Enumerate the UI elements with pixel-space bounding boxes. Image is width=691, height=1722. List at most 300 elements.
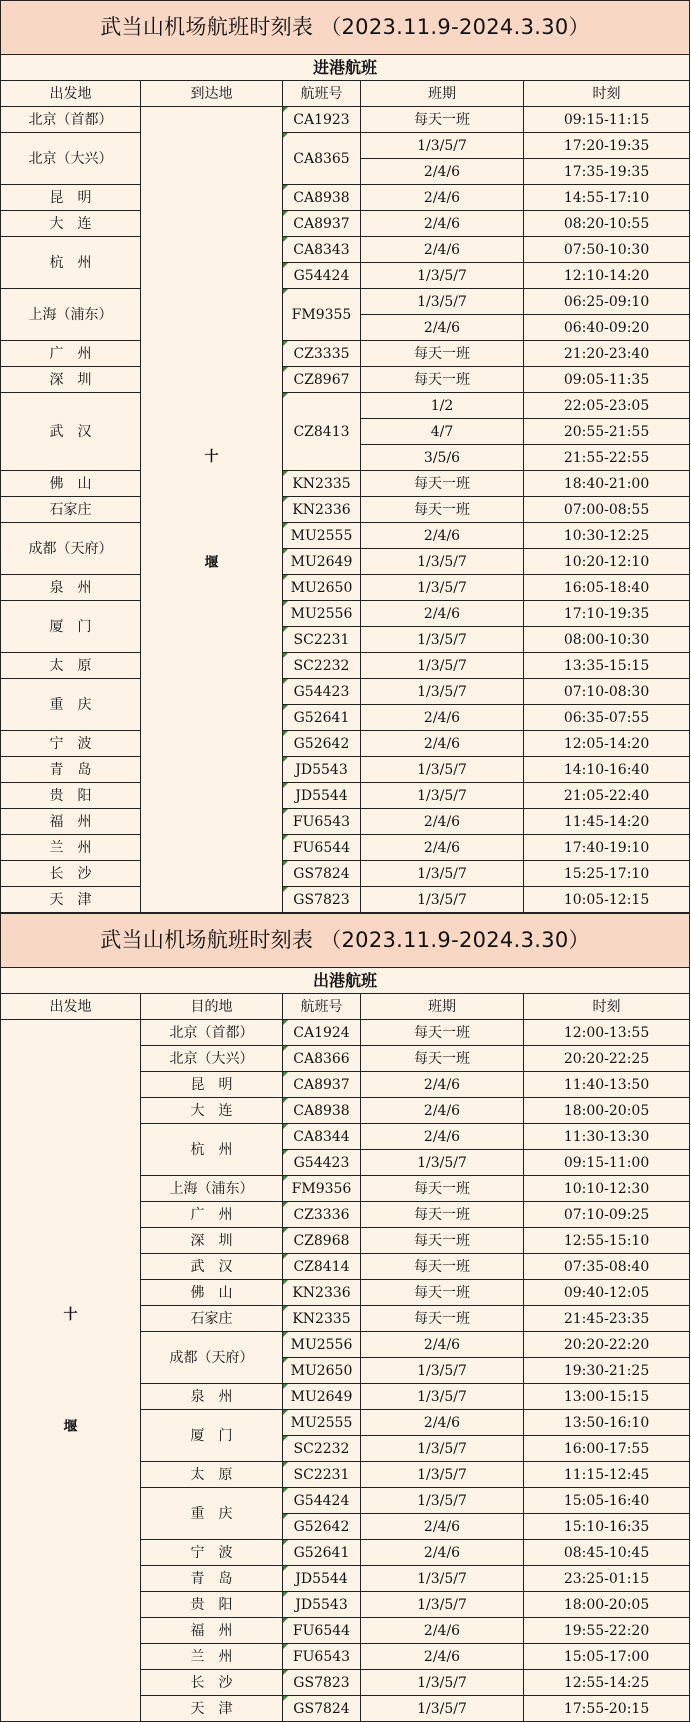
flight-number: JD5544 <box>295 1570 348 1587</box>
time-cell: 11:30-13:30 <box>524 1124 690 1150</box>
table-row <box>1 393 690 419</box>
schedule-cell: 2/4/6 <box>361 1644 524 1670</box>
corner-marker <box>283 393 288 398</box>
table-row <box>1 1020 690 1046</box>
flight-number-cell <box>283 341 361 367</box>
time-cell: 10:30-12:25 <box>524 523 690 549</box>
city-cell: 武 汉 <box>141 1254 283 1280</box>
time-cell: 08:45-10:45 <box>524 1540 690 1566</box>
corner-marker <box>283 653 288 658</box>
corner-marker <box>283 237 288 242</box>
schedule-cell: 2/4/6 <box>361 731 524 757</box>
time-cell: 17:10-19:35 <box>524 601 690 627</box>
time-cell: 21:05-22:40 <box>524 783 690 809</box>
schedule-cell: 2/4/6 <box>361 1540 524 1566</box>
time-cell: 13:50-16:10 <box>524 1410 690 1436</box>
header-schedule: 班期 <box>361 81 524 107</box>
flight-number: G52641 <box>293 709 350 726</box>
time-cell: 20:20-22:20 <box>524 1332 690 1358</box>
time-cell: 06:25-09:10 <box>524 289 690 315</box>
flight-number: FM9355 <box>291 306 352 323</box>
flight-number-cell <box>283 393 361 471</box>
corner-marker <box>283 185 288 190</box>
time-cell: 07:50-10:30 <box>524 237 690 263</box>
flight-number: G54423 <box>293 1154 350 1171</box>
city-cell: 青 岛 <box>1 757 141 783</box>
schedule-cell: 1/3/5/7 <box>361 1488 524 1514</box>
corner-marker <box>283 1176 288 1181</box>
departures-table <box>0 913 690 1722</box>
shiyan-char: 十 <box>204 448 219 465</box>
time-cell: 21:20-23:40 <box>524 341 690 367</box>
flight-number-cell <box>283 1644 361 1670</box>
shiyan-cell <box>141 107 283 913</box>
flight-number: CA1923 <box>293 111 350 128</box>
schedule-cell: 每天一班 <box>361 1020 524 1046</box>
city-cell: 广 州 <box>1 341 141 367</box>
table-row <box>1 289 690 315</box>
time-cell: 09:15-11:00 <box>524 1150 690 1176</box>
flight-number: SC2231 <box>293 1466 350 1483</box>
time-cell: 09:15-11:15 <box>524 107 690 133</box>
flight-number: JD5543 <box>295 1596 348 1613</box>
schedule-cell: 1/3/5/7 <box>361 1592 524 1618</box>
shiyan-char: 十 <box>63 1306 78 1323</box>
schedule-cell: 1/3/5/7 <box>361 1462 524 1488</box>
flight-number-cell <box>283 1696 361 1722</box>
corner-marker <box>283 757 288 762</box>
corner-marker <box>283 107 288 112</box>
schedule-cell: 2/4/6 <box>361 1410 524 1436</box>
corner-marker <box>283 1540 288 1545</box>
flight-number: CA8344 <box>293 1128 350 1145</box>
schedule-cell: 每天一班 <box>361 1254 524 1280</box>
corner-marker <box>283 1020 288 1025</box>
flight-number: CZ3335 <box>293 345 350 362</box>
schedule-cell: 2/4/6 <box>361 1332 524 1358</box>
flight-number-cell <box>283 1540 361 1566</box>
corner-marker <box>283 1280 288 1285</box>
schedule-cell: 1/3/5/7 <box>361 1358 524 1384</box>
flight-number: G52642 <box>293 1518 350 1535</box>
flight-number: G52641 <box>293 1544 350 1561</box>
departures-header-row <box>1 994 690 1020</box>
flight-number: G52642 <box>293 735 350 752</box>
corner-marker <box>283 1358 288 1363</box>
flight-number: MU2650 <box>290 1362 353 1379</box>
schedule-cell: 每天一班 <box>361 107 524 133</box>
corner-marker <box>283 601 288 606</box>
city-cell: 杭 州 <box>1 237 141 289</box>
arrivals-header-row <box>1 81 690 107</box>
time-cell: 15:05-16:40 <box>524 1488 690 1514</box>
city-cell: 广 州 <box>141 1202 283 1228</box>
flight-number: CZ8413 <box>293 423 350 440</box>
corner-marker <box>283 1462 288 1467</box>
corner-marker <box>283 861 288 866</box>
time-cell: 15:10-16:35 <box>524 1514 690 1540</box>
flight-number-cell <box>283 1488 361 1514</box>
flight-number-cell <box>283 263 361 289</box>
arrivals-title: 武当山机场航班时刻表 （2023.11.9-2024.3.30） <box>1 1 690 55</box>
corner-marker <box>283 1254 288 1259</box>
flight-number-cell <box>283 575 361 601</box>
corner-marker <box>283 1072 288 1077</box>
time-cell: 14:55-17:10 <box>524 185 690 211</box>
flight-number: KN2335 <box>292 1310 351 1327</box>
corner-marker <box>283 1306 288 1311</box>
time-cell: 10:10-12:30 <box>524 1176 690 1202</box>
flight-number: MU2649 <box>290 553 353 570</box>
city-cell: 北京（首都） <box>1 107 141 133</box>
flight-number: FU6544 <box>292 1622 351 1639</box>
time-cell: 07:10-08:30 <box>524 679 690 705</box>
schedule-cell: 1/3/5/7 <box>361 861 524 887</box>
schedule-cell: 1/3/5/7 <box>361 1566 524 1592</box>
time-cell: 19:55-22:20 <box>524 1618 690 1644</box>
corner-marker <box>283 1696 288 1701</box>
schedule-cell: 每天一班 <box>361 1280 524 1306</box>
corner-marker <box>283 1618 288 1623</box>
table-row <box>1 887 690 913</box>
time-cell: 14:10-16:40 <box>524 757 690 783</box>
table-row <box>1 107 690 133</box>
flight-number-cell <box>283 497 361 523</box>
schedule-cell: 4/7 <box>361 419 524 445</box>
schedule-cell: 1/3/5/7 <box>361 133 524 159</box>
flight-number: MU2650 <box>290 579 353 596</box>
city-cell: 厦 门 <box>141 1410 283 1462</box>
time-cell: 12:05-14:20 <box>524 731 690 757</box>
flight-number-cell <box>283 107 361 133</box>
flight-number-cell <box>283 211 361 237</box>
flight-number-cell <box>283 679 361 705</box>
time-cell: 12:55-14:25 <box>524 1670 690 1696</box>
flight-number-cell <box>283 1020 361 1046</box>
schedule-cell: 每天一班 <box>361 1046 524 1072</box>
time-cell: 11:45-14:20 <box>524 809 690 835</box>
schedule-cell: 1/3/5/7 <box>361 653 524 679</box>
schedule-cell: 2/4/6 <box>361 809 524 835</box>
time-cell: 17:55-20:15 <box>524 1696 690 1722</box>
schedule-cell: 1/3/5/7 <box>361 627 524 653</box>
flight-number-cell <box>283 1670 361 1696</box>
header-flight: 航班号 <box>283 81 361 107</box>
flight-number: MU2556 <box>290 605 353 622</box>
corner-marker <box>283 1410 288 1415</box>
flight-number: CA8938 <box>293 189 350 206</box>
schedule-cell: 2/4/6 <box>361 835 524 861</box>
city-cell: 太 原 <box>141 1462 283 1488</box>
city-cell: 天 津 <box>1 887 141 913</box>
corner-marker <box>283 497 288 502</box>
corner-marker <box>283 1046 288 1051</box>
corner-marker <box>283 1670 288 1675</box>
corner-marker <box>283 1202 288 1207</box>
table-row <box>1 809 690 835</box>
table-row <box>1 523 690 549</box>
table-row <box>1 237 690 263</box>
schedule-cell: 1/3/5/7 <box>361 263 524 289</box>
flight-number-cell <box>283 237 361 263</box>
corner-marker <box>283 471 288 476</box>
shiyan-char: 堰 <box>63 1418 78 1435</box>
corner-marker <box>283 783 288 788</box>
flight-number-cell <box>283 1410 361 1436</box>
schedule-cell: 2/4/6 <box>361 1514 524 1540</box>
schedule-cell: 2/4/6 <box>361 315 524 341</box>
header-origin: 出发地 <box>1 81 141 107</box>
corner-marker <box>283 705 288 710</box>
table-row <box>1 367 690 393</box>
flight-number-cell <box>283 627 361 653</box>
city-cell: 贵 阳 <box>1 783 141 809</box>
corner-marker <box>283 1098 288 1103</box>
corner-marker <box>283 835 288 840</box>
corner-marker <box>283 1644 288 1649</box>
flight-number: CA8366 <box>293 1050 350 1067</box>
schedule-cell: 1/3/5/7 <box>361 575 524 601</box>
flight-number-cell <box>283 653 361 679</box>
schedule-cell: 2/4/6 <box>361 1124 524 1150</box>
schedule-cell: 2/4/6 <box>361 211 524 237</box>
time-cell: 17:40-19:10 <box>524 835 690 861</box>
time-cell: 07:35-08:40 <box>524 1254 690 1280</box>
city-cell: 贵 阳 <box>141 1592 283 1618</box>
table-row <box>1 783 690 809</box>
corner-marker <box>283 1436 288 1441</box>
header-flight: 航班号 <box>283 994 361 1020</box>
flight-number-cell <box>283 185 361 211</box>
city-cell: 宁 波 <box>1 731 141 757</box>
schedule-cell: 2/4/6 <box>361 1072 524 1098</box>
schedule-cell: 1/3/5/7 <box>361 783 524 809</box>
city-cell: 北京（首都） <box>141 1020 283 1046</box>
flight-number: G54423 <box>293 683 350 700</box>
flight-number-cell <box>283 1358 361 1384</box>
time-cell: 10:05-12:15 <box>524 887 690 913</box>
schedule-cell: 1/3/5/7 <box>361 549 524 575</box>
corner-marker <box>283 1228 288 1233</box>
corner-marker <box>283 1488 288 1493</box>
flight-number-cell <box>283 1098 361 1124</box>
flight-number-cell <box>283 1514 361 1540</box>
flight-number: FU6544 <box>292 839 351 856</box>
flight-number-cell <box>283 809 361 835</box>
city-cell: 大 连 <box>1 211 141 237</box>
city-cell: 佛 山 <box>141 1280 283 1306</box>
flight-number: MU2555 <box>290 1414 353 1431</box>
time-cell: 06:35-07:55 <box>524 705 690 731</box>
flight-number: FM9356 <box>291 1180 352 1197</box>
schedule-cell: 1/2 <box>361 393 524 419</box>
flight-number-cell <box>283 1176 361 1202</box>
time-cell: 15:05-17:00 <box>524 1644 690 1670</box>
city-cell: 兰 州 <box>1 835 141 861</box>
flight-number-cell <box>283 887 361 913</box>
time-cell: 17:20-19:35 <box>524 133 690 159</box>
flight-number: G54424 <box>293 267 350 284</box>
schedule-cell: 每天一班 <box>361 341 524 367</box>
flight-number: MU2649 <box>290 1388 353 1405</box>
time-cell: 11:15-12:45 <box>524 1462 690 1488</box>
table-row <box>1 731 690 757</box>
schedule-cell: 1/3/5/7 <box>361 1696 524 1722</box>
time-cell: 20:20-22:25 <box>524 1046 690 1072</box>
departures-table-body <box>1 914 690 1722</box>
city-cell: 天 津 <box>141 1696 283 1722</box>
flight-number-cell <box>283 1618 361 1644</box>
flight-number-cell <box>283 835 361 861</box>
city-cell: 上海（浦东） <box>141 1176 283 1202</box>
schedule-cell: 1/3/5/7 <box>361 1384 524 1410</box>
table-row <box>1 185 690 211</box>
corner-marker <box>283 809 288 814</box>
header-schedule: 班期 <box>361 994 524 1020</box>
time-cell: 16:05-18:40 <box>524 575 690 601</box>
time-cell: 17:35-19:35 <box>524 159 690 185</box>
flight-number-cell <box>283 133 361 185</box>
flight-number-cell <box>283 1254 361 1280</box>
city-cell: 长 沙 <box>1 861 141 887</box>
flight-number-cell <box>283 1072 361 1098</box>
table-row <box>1 575 690 601</box>
flight-number-cell <box>283 1592 361 1618</box>
time-cell: 18:00-20:05 <box>524 1592 690 1618</box>
time-cell: 21:45-23:35 <box>524 1306 690 1332</box>
time-cell: 13:35-15:15 <box>524 653 690 679</box>
flight-number-cell <box>283 523 361 549</box>
city-cell: 重 庆 <box>141 1488 283 1540</box>
city-cell: 北京（大兴） <box>141 1046 283 1072</box>
flight-number: SC2232 <box>293 657 350 674</box>
arrivals-table-body <box>1 1 690 913</box>
flight-number-cell <box>283 783 361 809</box>
flight-number-cell <box>283 289 361 341</box>
schedule-cell: 1/3/5/7 <box>361 1150 524 1176</box>
corner-marker <box>283 1332 288 1337</box>
flight-number-cell <box>283 1332 361 1358</box>
flight-number: CA8343 <box>293 241 350 258</box>
flight-number: CZ8968 <box>293 1232 350 1249</box>
flight-number: G54424 <box>293 1492 350 1509</box>
table-row <box>1 341 690 367</box>
schedule-cell: 每天一班 <box>361 471 524 497</box>
city-cell: 成都（天府） <box>1 523 141 575</box>
flight-number-cell <box>283 861 361 887</box>
header-time: 时刻 <box>524 994 690 1020</box>
flight-number: GS7823 <box>293 1674 350 1691</box>
flight-number: GS7824 <box>293 1700 350 1717</box>
flight-number: JD5543 <box>295 761 348 778</box>
flight-number: FU6543 <box>292 813 351 830</box>
time-cell: 18:40-21:00 <box>524 471 690 497</box>
time-cell: 10:20-12:10 <box>524 549 690 575</box>
flight-number: MU2556 <box>290 1336 353 1353</box>
flight-number-cell <box>283 1202 361 1228</box>
city-cell: 深 圳 <box>1 367 141 393</box>
flight-number: KN2336 <box>292 501 351 518</box>
flight-number-cell <box>283 1566 361 1592</box>
schedule-cell: 2/4/6 <box>361 1098 524 1124</box>
city-cell: 福 州 <box>1 809 141 835</box>
city-cell: 成都（天府） <box>141 1332 283 1384</box>
corner-marker <box>283 523 288 528</box>
corner-marker <box>283 1566 288 1571</box>
flight-number-cell <box>283 601 361 627</box>
flight-number: JD5544 <box>295 787 348 804</box>
schedule-cell: 1/3/5/7 <box>361 887 524 913</box>
shiyan-cell <box>1 1020 141 1722</box>
time-cell: 12:10-14:20 <box>524 263 690 289</box>
time-cell: 15:25-17:10 <box>524 861 690 887</box>
time-cell: 09:40-12:05 <box>524 1280 690 1306</box>
flight-number: CA8937 <box>293 215 350 232</box>
flight-number-cell <box>283 757 361 783</box>
city-cell: 泉 州 <box>1 575 141 601</box>
header-dest: 目的地 <box>141 994 283 1020</box>
flight-number-cell <box>283 1150 361 1176</box>
time-cell: 22:05-23:05 <box>524 393 690 419</box>
time-cell: 06:40-09:20 <box>524 315 690 341</box>
schedule-cell: 每天一班 <box>361 1176 524 1202</box>
header-origin: 出发地 <box>1 994 141 1020</box>
schedule-cell: 1/3/5/7 <box>361 289 524 315</box>
corner-marker <box>283 1150 288 1155</box>
schedule-cell: 1/3/5/7 <box>361 757 524 783</box>
schedule-cell: 2/4/6 <box>361 185 524 211</box>
flight-number: CA8365 <box>293 150 350 167</box>
corner-marker <box>283 1592 288 1597</box>
schedule-cell: 每天一班 <box>361 1202 524 1228</box>
header-time: 时刻 <box>524 81 690 107</box>
city-cell: 石家庄 <box>1 497 141 523</box>
table-row <box>1 211 690 237</box>
table-row <box>1 653 690 679</box>
corner-marker <box>283 1384 288 1389</box>
table-row <box>1 757 690 783</box>
corner-marker <box>283 1124 288 1129</box>
flight-number: KN2336 <box>292 1284 351 1301</box>
schedule-cell: 1/3/5/7 <box>361 1670 524 1696</box>
corner-marker <box>283 289 288 294</box>
city-cell: 长 沙 <box>141 1670 283 1696</box>
schedule-cell: 每天一班 <box>361 1306 524 1332</box>
schedule-cell: 2/4/6 <box>361 1618 524 1644</box>
city-cell: 杭 州 <box>141 1124 283 1176</box>
flight-number-cell <box>283 1436 361 1462</box>
header-dest: 到达地 <box>141 81 283 107</box>
time-cell: 09:05-11:35 <box>524 367 690 393</box>
city-cell: 深 圳 <box>141 1228 283 1254</box>
flight-number-cell <box>283 1046 361 1072</box>
time-cell: 07:10-09:25 <box>524 1202 690 1228</box>
schedule-cell: 1/3/5/7 <box>361 679 524 705</box>
time-cell: 13:00-15:15 <box>524 1384 690 1410</box>
flight-number-cell <box>283 549 361 575</box>
arrivals-subtitle: 进港航班 <box>1 55 690 81</box>
city-cell: 佛 山 <box>1 471 141 497</box>
time-cell: 18:00-20:05 <box>524 1098 690 1124</box>
table-row <box>1 835 690 861</box>
flight-number: MU2555 <box>290 527 353 544</box>
time-cell: 11:40-13:50 <box>524 1072 690 1098</box>
schedule-cell: 2/4/6 <box>361 159 524 185</box>
corner-marker <box>283 133 288 138</box>
time-cell: 20:55-21:55 <box>524 419 690 445</box>
flight-number: KN2335 <box>292 475 351 492</box>
flight-number: CA8938 <box>293 1102 350 1119</box>
